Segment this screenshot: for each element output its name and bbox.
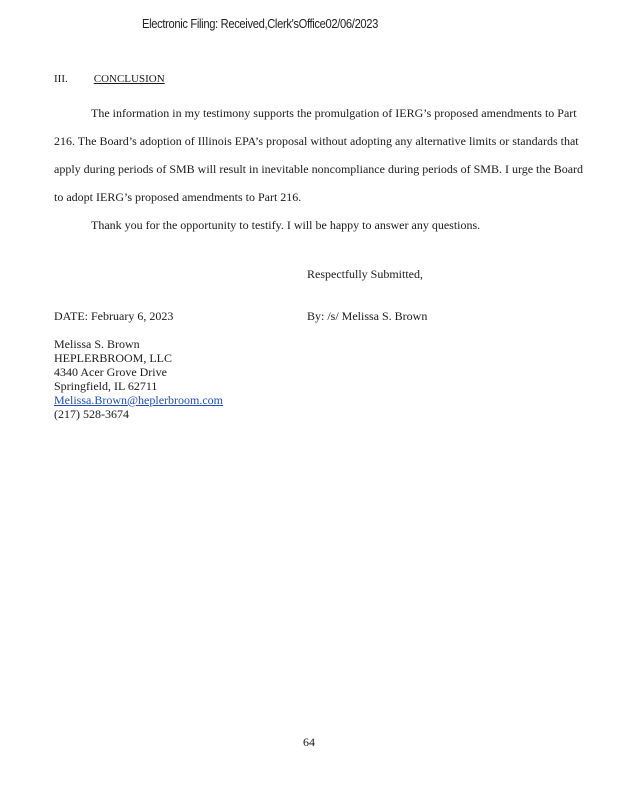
paragraph-conclusion: The information in my testimony supports the promulgation of IERG’s proposed amendments to Part 216. The Board’s adoption of Illinois EPA’s proposal without adopting any alternative limits or standards that apply during periods of SMB will result in inevitable noncompliance during periods of SMB. I urge the Board to adopt IERG’s proposed amendments to Part 216. xyxy=(54,106,584,204)
firm-name: HEPLERBROOM, LLC xyxy=(54,351,173,365)
address-line-2: Springfield, IL 62711 xyxy=(54,379,158,393)
signature-block xyxy=(54,337,223,421)
address-line-1: 4340 Acer Grove Drive xyxy=(54,365,167,379)
page-number: 64 xyxy=(303,735,315,749)
paragraph-thanks: Thank you for the opportunity to testify. I will be happy to answer any questions. xyxy=(91,218,481,232)
date-line: DATE: February 6, 2023 xyxy=(54,309,174,323)
email-link[interactable]: Melissa.Brown@heplerbroom.com xyxy=(54,393,224,407)
respectfully-submitted: Respectfully Submitted, xyxy=(307,267,423,281)
signer-name: Melissa S. Brown xyxy=(54,337,140,351)
section-title: CONCLUSION xyxy=(93,73,165,85)
filing-stamp: Electronic Filing: Received,Clerk'sOffice02/06/2023 xyxy=(142,16,379,31)
body-text xyxy=(54,99,584,239)
section-heading xyxy=(54,73,185,85)
signature-line: By: /s/ Melissa S. Brown xyxy=(307,309,428,323)
phone-number: (217) 528-3674 xyxy=(54,407,129,421)
section-number: III. xyxy=(54,73,68,85)
